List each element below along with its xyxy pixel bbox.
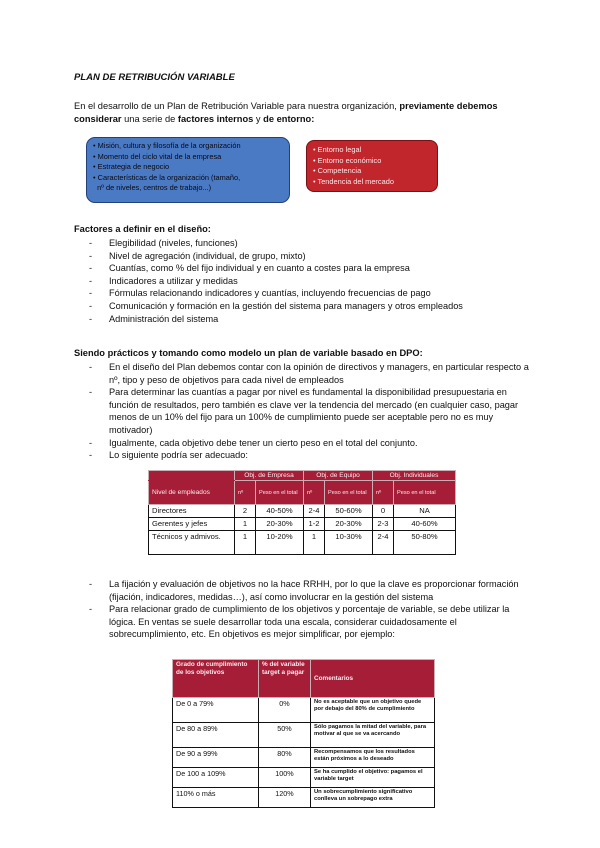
list-item: - Para determinar las cuantías a pagar por nivel es fundamental la disponibilidad presupuestaria en función de resultados, pero también es clave ver la tendencia del mercado (en cualquier caso, pagar menos de un 10% del fijo para un 100% de cumplimiento puede ser aceptable pero no es muy motivador) xyxy=(88,386,530,436)
table-row-header: Nivel de empleados xyxy=(149,481,235,505)
intro-paragraph xyxy=(74,100,534,126)
table-cell: 2-3 xyxy=(373,518,394,531)
intro-bold-2: factores internos xyxy=(177,114,254,124)
compliance-payout-table xyxy=(172,659,435,808)
table-cell: De 0 a 79% xyxy=(173,698,259,723)
list-item: - Igualmente, cada objetivo debe tener un cierto peso en el total del conjunto. xyxy=(88,437,530,450)
table-subheader: nº xyxy=(373,481,394,505)
table-row xyxy=(173,723,435,748)
design-factors-list xyxy=(88,237,528,325)
table-row xyxy=(173,788,435,808)
more-items-list xyxy=(88,578,530,641)
internal-factor: • Características de la organización (tamaño, xyxy=(93,172,241,182)
table-header-blank xyxy=(149,471,235,481)
table-subheader: Peso en el total xyxy=(325,481,373,505)
table-cell: 1 xyxy=(235,531,256,555)
table-cell: De 90 a 99% xyxy=(173,748,259,768)
list-item: - Indicadores a utilizar y medidas xyxy=(88,275,528,288)
table-cell: Gerentes y jefes xyxy=(149,518,235,531)
table-header: Obj. Individuales xyxy=(373,471,456,481)
practical-heading: Siendo prácticos y tomando como modelo un plan de variable basado en DPO: xyxy=(74,348,423,358)
table-cell: 1 xyxy=(304,531,325,555)
list-item: - Lo siguiente podría ser adecuado: xyxy=(88,449,530,462)
table-cell: 110% o más xyxy=(173,788,259,808)
table-row xyxy=(149,505,456,518)
table-cell: 10-30% xyxy=(325,531,373,555)
external-factor: • Entorno legal xyxy=(313,145,362,154)
intro-text-3: y xyxy=(253,114,264,124)
table-header: % del variable target a pagar xyxy=(259,660,311,698)
internal-factor: • Momento del ciclo vital de la empresa xyxy=(93,151,222,161)
page-title: PLAN DE RETRIBUCIÓN VARIABLE xyxy=(74,72,235,83)
table-header: Obj. de Empresa xyxy=(235,471,304,481)
external-factor: • Tendencia del mercado xyxy=(313,176,394,186)
table-subheader: Peso en el total xyxy=(256,481,304,505)
internal-factors-box xyxy=(86,137,290,203)
external-factor: • Competencia xyxy=(313,166,362,175)
table-cell: De 80 a 89% xyxy=(173,723,259,748)
table-cell: 80% xyxy=(259,748,311,768)
internal-factor: • Estrategia de negocio xyxy=(93,162,170,171)
table-cell: NA xyxy=(394,505,456,518)
table-cell: 20-30% xyxy=(256,518,304,531)
table-cell: 120% xyxy=(259,788,311,808)
table-cell: 20-30% xyxy=(325,518,373,531)
objectives-weight-table xyxy=(148,470,456,555)
table-cell: 2-4 xyxy=(373,531,394,555)
table-cell: Recompensamos que los resultados están próximos a lo deseado xyxy=(311,748,435,768)
table-cell: 40-50% xyxy=(256,505,304,518)
design-factors-heading: Factores a definir en el diseño: xyxy=(74,224,211,234)
table-cell: Un sobrecumplimiento significativo conlleva un sobrepago extra xyxy=(311,788,435,808)
table-subheader: Peso en el total xyxy=(394,481,456,505)
table-cell: 2 xyxy=(235,505,256,518)
list-item: - La fijación y evaluación de objetivos no la hace RRHH, por lo que la clave es proporcionar formación (fijación, indicadores, medidas…), así como involucrar en la gestión del sistema xyxy=(88,578,530,603)
table-row xyxy=(173,768,435,788)
list-item: - Elegibilidad (niveles, funciones) xyxy=(88,237,528,250)
list-item: - En el diseño del Plan debemos contar con la opinión de directivos y managers, en particular respecto a nº, tipo y peso de objetivos para cada nivel de empleados xyxy=(88,361,530,386)
table-header: Obj. de Equipo xyxy=(304,471,373,481)
table-cell: Sólo pagamos la mitad del variable, para motivar al que se va acercando xyxy=(311,723,435,748)
intro-bold-1: previamente debemos considerar xyxy=(74,101,498,124)
list-item: - Comunicación y formación en la gestión del sistema para managers y otros empleados xyxy=(88,300,528,313)
table-cell: 2-4 xyxy=(304,505,325,518)
table-cell: Técnicos y admivos. xyxy=(149,531,235,555)
table-cell: De 100 a 109% xyxy=(173,768,259,788)
table-cell: 40-60% xyxy=(394,518,456,531)
external-factors-box xyxy=(306,140,438,192)
table-subheader: nº xyxy=(304,481,325,505)
table-cell: 100% xyxy=(259,768,311,788)
table-subheader: nº xyxy=(235,481,256,505)
list-item: - Fórmulas relacionando indicadores y cuantías, incluyendo frecuencias de pago xyxy=(88,287,528,300)
table-row xyxy=(149,531,456,555)
table-cell: 0 xyxy=(373,505,394,518)
table-cell: 50% xyxy=(259,723,311,748)
list-item: - Nivel de agregación (individual, de grupo, mixto) xyxy=(88,250,528,263)
table-cell: No es aceptable que un objetivo quede por debajo del 80% de cumplimiento xyxy=(311,698,435,723)
list-item: - Administración del sistema xyxy=(88,313,528,326)
external-factor: • Entorno económico xyxy=(313,155,382,165)
table-cell: Directores xyxy=(149,505,235,518)
table-cell: Se ha cumplido el objetivo: pagamos el variable target xyxy=(311,768,435,788)
intro-bold-3: de entorno: xyxy=(263,114,315,124)
intro-text-2: una serie de xyxy=(121,114,178,124)
internal-factor: nº de niveles, centros de trabajo...) xyxy=(93,183,212,192)
intro-text-1: En el desarrollo de un Plan de Retribución Variable para nuestra organización, xyxy=(74,101,400,111)
table-header: Grado de cumplimiento de los objetivos xyxy=(173,660,259,698)
table-cell: 10-20% xyxy=(256,531,304,555)
table-cell: 0% xyxy=(259,698,311,723)
table-header: Comentarios xyxy=(311,660,435,698)
table-row xyxy=(173,698,435,723)
list-item: - Cuantías, como % del fijo individual y en cuanto a costes para la empresa xyxy=(88,262,528,275)
table-cell: 1-2 xyxy=(304,518,325,531)
practical-list xyxy=(88,361,530,462)
table-row xyxy=(173,748,435,768)
table-cell: 50-80% xyxy=(394,531,456,555)
internal-factor: • Misión, cultura y filosofía de la organización xyxy=(93,141,241,150)
table-row xyxy=(149,518,456,531)
list-item: - Para relacionar grado de cumplimiento de los objetivos y porcentaje de variable, se debe utilizar la lógica. En ventas se suele desarrollar toda una escala, considerar cuidadosamente el sobrecumplimiento, etc. En objetivos es mejor simplificar, por ejemplo: xyxy=(88,603,530,641)
table-cell: 1 xyxy=(235,518,256,531)
table-cell: 50-60% xyxy=(325,505,373,518)
